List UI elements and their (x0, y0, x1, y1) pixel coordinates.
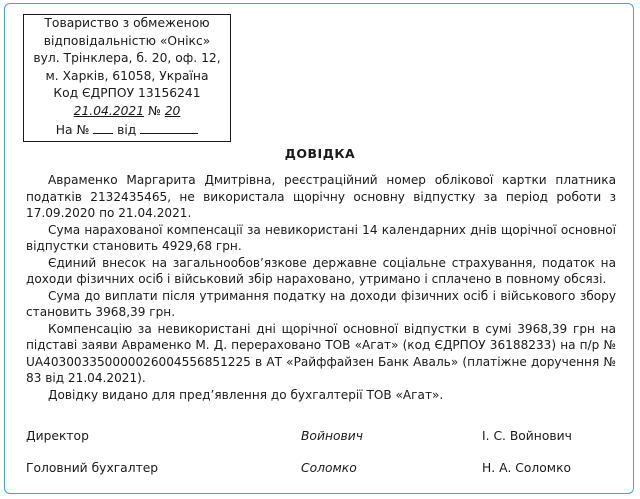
signature-name: І. С. Войнович (482, 429, 572, 443)
company-stamp-block (23, 14, 231, 142)
stamp-outgoing-date-number (24, 103, 230, 121)
signature-handwritten: Соломко (301, 461, 357, 475)
reference-date-blank (140, 121, 198, 134)
document-title: ДОВІДКА (284, 146, 356, 161)
outgoing-number: 20 (164, 103, 181, 118)
signature-role: Директор (26, 429, 89, 443)
stamp-edrpou-code: Код ЄДРПОУ 13156241 (53, 86, 201, 101)
signature-row-chief-accountant (26, 461, 616, 479)
stamp-address-city: м. Харків, 61058, Україна (45, 68, 209, 83)
outgoing-date: 21.04.2021 (73, 103, 145, 118)
reference-number-label: На № (55, 122, 90, 137)
signature-name: Н. А. Соломко (482, 461, 572, 475)
paragraph-payout-amount: Сума до виплати після утримання податку на доходи фізичних осіб і військового збору становить 3968,39 грн. (26, 288, 616, 319)
paragraph-purpose: Довідку видано для пред’явлення до бухгалтерії ТОВ «Агат». (48, 387, 444, 402)
paragraph-compensation-amount: Сума нарахованої компенсації за невикористані 14 календарних днів щорічної основної відпустки становить 4929,68 грн. (26, 222, 616, 253)
stamp-address-street: вул. Трінклера, б. 20, оф. 12, (33, 51, 221, 66)
outgoing-number-label: № (147, 103, 161, 118)
document-body (26, 172, 616, 403)
stamp-company-name-2: відповідальністю «Онікс» (43, 33, 211, 48)
signature-handwritten: Войнович (301, 429, 364, 443)
signature-role: Головний бухгалтер (26, 461, 159, 475)
paragraph-employee-info: Авраменко Маргарита Дмитрівна, реєстраційний номер облікової картки платника податків 2132435465, не використала щорічну основну відпустку за період роботи з 17.09.2020 по 21.04.2021. (26, 173, 616, 220)
paragraph-transfer-details: Компенсацію за невикористані дні щорічної основної відпустки в сумі 3968,39 грн на підставі заяви Авраменко М. Д. перераховано ТОВ «Агат» (код ЄДРПОУ 36188233) на п/р № UA403003350000026004556851225 в АТ «Райффайзен Банк Аваль» (платіжне доручення № 83 від 21.04.2021). (26, 321, 616, 385)
paragraph-taxes: Єдиний внесок на загальнообов’язкове державне соціальне страхування, податок на доходи фізичних осіб і військовий збір нараховано, утримано і сплачено в повному обсязі. (26, 255, 616, 286)
stamp-reference-line (24, 121, 230, 140)
stamp-company-name: Товариство з обмеженою (44, 16, 210, 30)
reference-from-label: від (117, 122, 137, 137)
reference-number-blank (93, 121, 113, 134)
signature-row-director (26, 429, 616, 447)
